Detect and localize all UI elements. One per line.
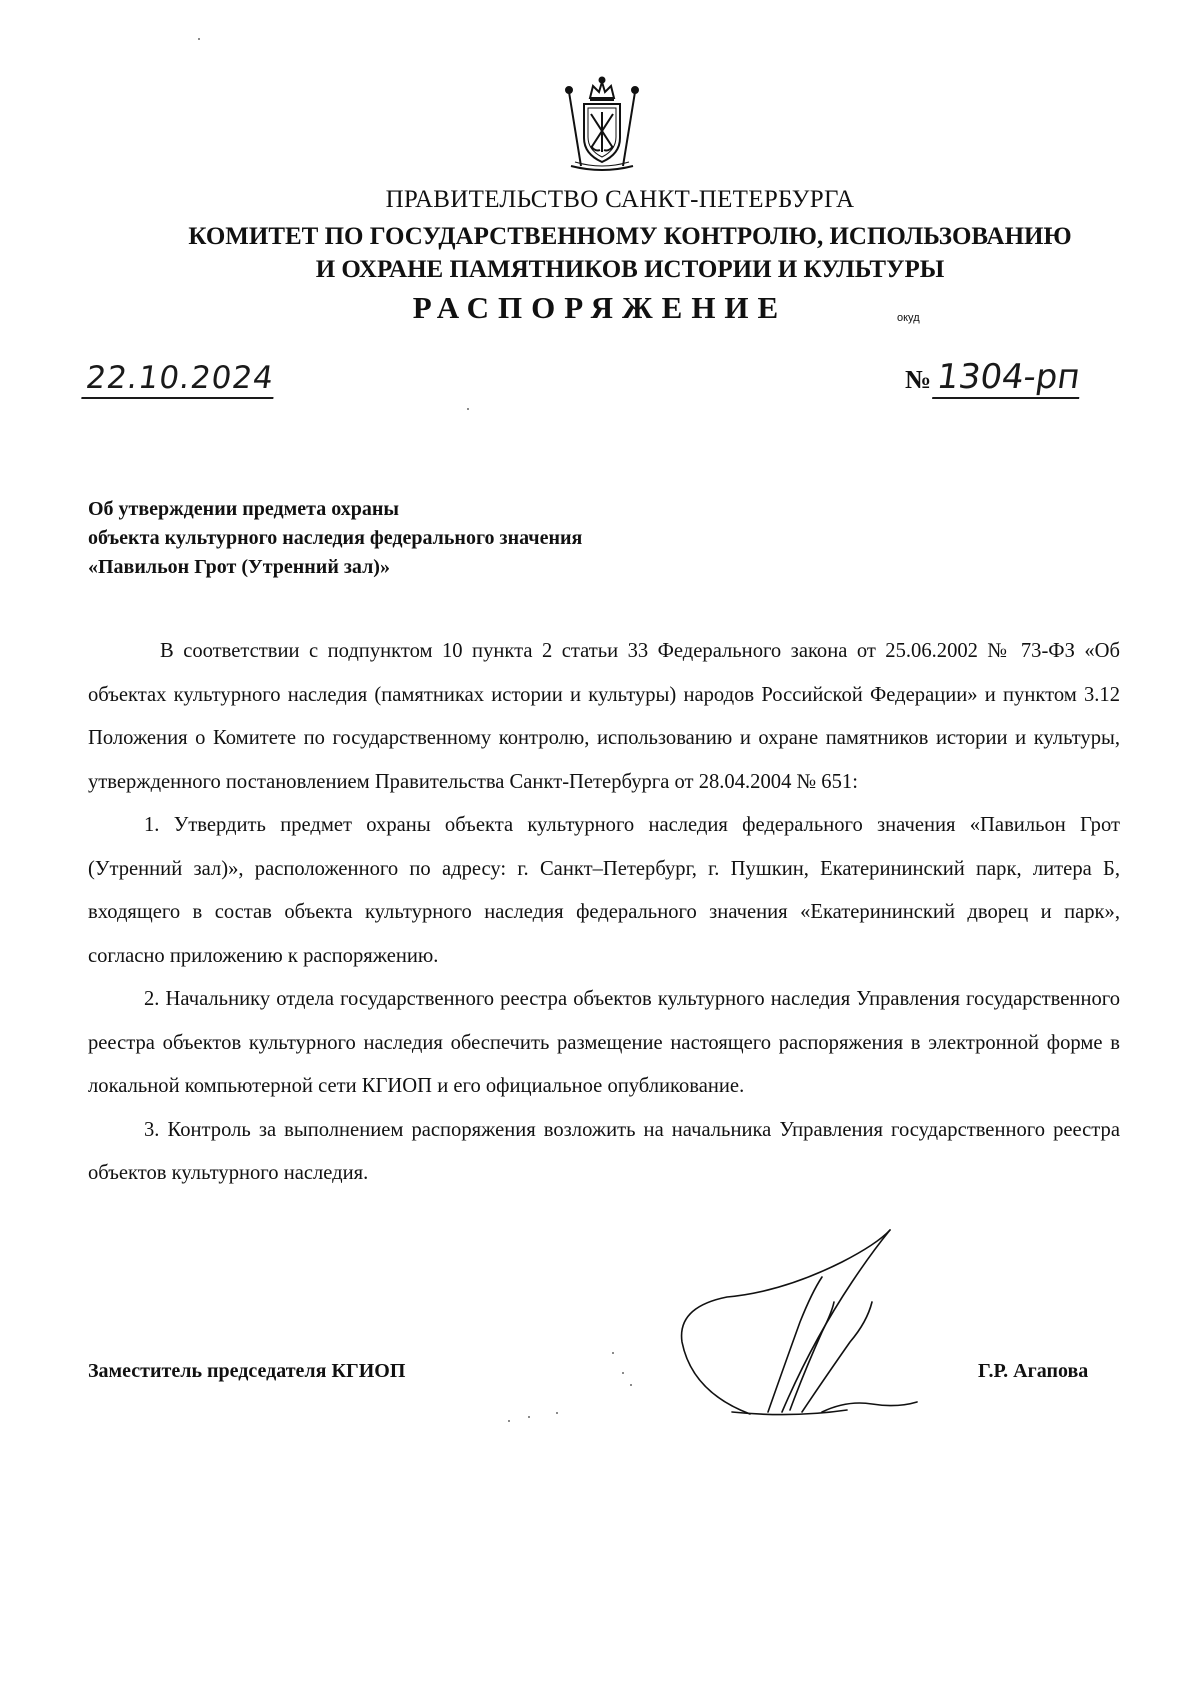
order-item-1: 1. Утвердить предмет охраны объекта культурного наследия федерального значения «Павильон Грот (Утренний зал)», расположенного по адресу: г. Санкт–Петербург, г. Пушкин, Екатерининский парк, литера Б, входящего в состав объекта культурного наследия федерального значения «Екатерининский дворец и парк», согласно приложению к распоряжению. [88,814,1120,967]
government-name: ПРАВИТЕЛЬСТВО САНКТ-ПЕТЕРБУРГА [385,186,855,213]
subject-line1: Об утверждении предмета охраны [88,498,399,520]
scan-speck [198,38,200,40]
okud-label: окуд [897,312,920,324]
scan-speck [528,1416,530,1418]
committee-name-line1: КОМИТЕТ ПО ГОСУДАРСТВЕННОМУ КОНТРОЛЮ, ИСПОЛЬЗОВАНИЮ [188,223,1072,250]
document-type-title: РАСПОРЯЖЕНИЕ [412,290,788,325]
registration-number [905,357,1082,399]
number-sign: № [905,365,932,394]
handwritten-number: 1304-рп [932,357,1085,399]
scan-speck [467,408,469,410]
scan-speck [630,1384,632,1386]
document-subject [88,495,988,582]
committee-name-line2: И ОХРАНЕ ПАМЯТНИКОВ ИСТОРИИ И КУЛЬТУРЫ [315,256,945,283]
scan-speck [508,1420,510,1422]
handwritten-signature-icon [672,1222,922,1422]
subject-line2: объекта культурного наследия федерального значения [88,527,583,549]
signer-name: Г.Р. Агапова [978,1360,1089,1382]
document-body [88,630,1120,1196]
order-item-2: 2. Начальнику отдела государственного реестра объектов культурного наследия Управления государственного реестра объектов культурного наследия обеспечить размещение настоящего распоряжения в электронной форме в локальной компьютерной сети КГИОП и его официальное опубликование. [88,988,1120,1097]
st-petersburg-coat-of-arms-icon [557,76,647,176]
committee-name [100,220,1160,286]
signer-title: Заместитель председателя КГИОП [88,1360,406,1382]
handwritten-date: 22.10.2024 [81,360,278,399]
scan-speck [612,1352,614,1354]
scan-speck [622,1372,624,1374]
subject-line3: «Павильон Грот (Утренний зал)» [88,556,390,578]
scan-speck [556,1412,558,1414]
order-item-3: 3. Контроль за выполнением распоряжения возложить на начальника Управления государственного реестра объектов культурного наследия. [88,1118,1120,1184]
preamble-paragraph: В соответствии с подпунктом 10 пункта 2 статьи 33 Федерального закона от 25.06.2002 № 73-ФЗ «Об объектах культурного наследия (памятниках истории и культуры) народов Российской Федерации» и пунктом 3.12 Положения о Комитете по государственному контролю, использованию и охране памятников истории и культуры, утвержденного постановлением Правительства Санкт-Петербурга от 28.04.2004 № 651: [88,640,1120,793]
